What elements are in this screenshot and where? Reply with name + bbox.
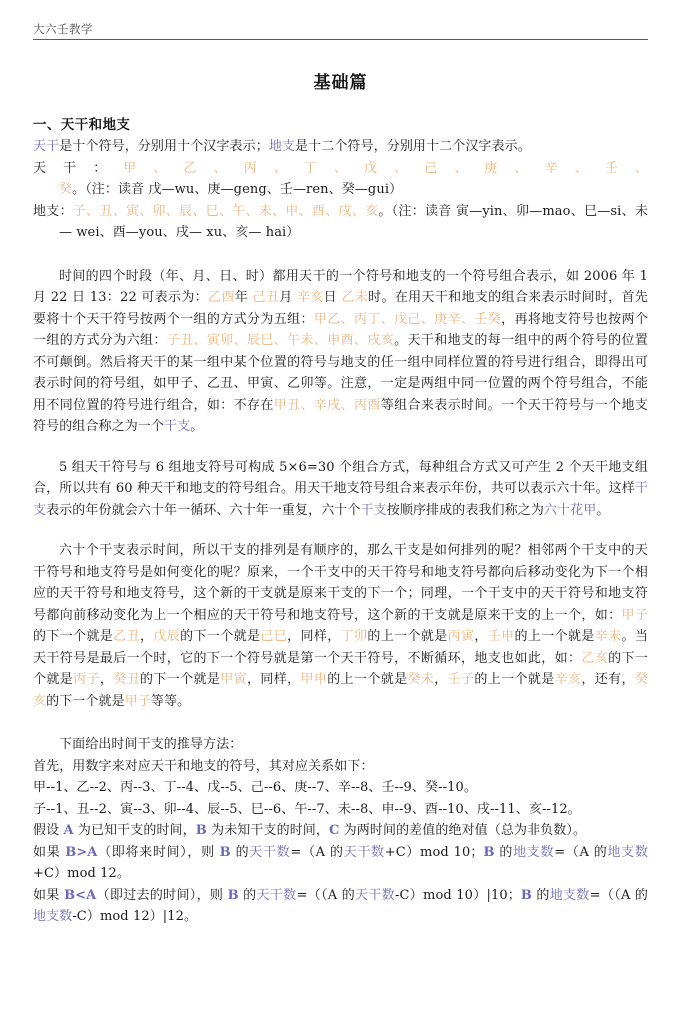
p7-keyword-tiangan-1: 天干数 xyxy=(256,887,297,903)
p5-seg-3: 为未知干支的时间， xyxy=(206,823,329,838)
p7-seg-7: =（（A 的 xyxy=(589,887,648,903)
paragraph-4-line1: 下面给出时间干支的推导方法： xyxy=(59,737,243,752)
p3-ganzhi-2: 乙丑 xyxy=(113,629,140,644)
intro-text-1: 是十个符号，分别用十个汉字表示； xyxy=(59,139,269,154)
p1-seg-1: 时间的四个时段（年、月、日、时）都用天干的一个符号和地支的一个符号组合表示，如 2006 年 1 月 22 日 13：22 可表示为： xyxy=(33,268,648,305)
paragraph-3 xyxy=(33,540,648,712)
tiangan-label: 天干： xyxy=(33,160,124,176)
p3-ganzhi-18: 甲子 xyxy=(124,693,151,709)
document-body xyxy=(0,68,681,928)
running-head: 大六壬教学 xyxy=(33,22,93,36)
p2-keyword-ganzhi-1: 干支 xyxy=(33,481,648,518)
spacer xyxy=(33,438,648,457)
p1-ganzhi-4: 乙未 xyxy=(341,290,369,305)
p3-seg-11: ， xyxy=(99,672,114,687)
spacer xyxy=(33,244,648,266)
p7-seg-1: 如果 xyxy=(33,887,65,903)
p3-seg-16: 的上一个就是 xyxy=(474,672,555,687)
p3-seg-14: 的上一个就是 xyxy=(327,672,408,687)
p3-ganzhi-15: 壬子 xyxy=(447,672,475,687)
mapping-dizhi-numbers: 子--1、丑--2、寅--3、卯--4、辰--5、巳--6、午--7、未--8、申--9、酉--10、戌--11、亥--12。 xyxy=(33,801,581,817)
p7-seg-3: 的 xyxy=(238,887,257,903)
p3-seg-17: ，还有， xyxy=(581,672,635,687)
p1-seg-8: 等组合来表示时间。一个天干符号与一个地支符号的组合称之为一个 xyxy=(33,397,648,434)
p3-ganzhi-7: 壬申 xyxy=(487,629,515,644)
p1-ganzhi-1: 乙酉 xyxy=(208,290,235,305)
p3-ganzhi-9: 乙亥 xyxy=(581,650,609,666)
p2-seg-1: 5 组天干符号与 6 组地支符号可构成 5×6=30 个组合方式，每种组合方式又可产生 2 个天干地支组合，所以共有 60 种天干和地支的符号组合。用天干地支符号组合来表示年份，共可以表示六十年。这样 xyxy=(33,459,648,496)
p7-seg-8: -C）mod 12）|12。 xyxy=(72,909,198,924)
p1-seg-5: 时。在用天干和地支的组合来表示时间时，首先要将十个天干符号按两个一组的方式分为五组： xyxy=(33,290,648,327)
p3-ganzhi-3: 戊辰 xyxy=(153,629,181,644)
p3-seg-6: 的上一个就是 xyxy=(367,629,448,644)
p6-keyword-tiangan-1: 天干数 xyxy=(249,844,291,860)
paragraph-7-past-formula xyxy=(33,885,648,928)
p3-ganzhi-12: 甲寅 xyxy=(220,672,247,687)
p6-seg-2: （即将来时间），则 xyxy=(97,844,220,860)
p3-seg-5: ，同样， xyxy=(287,629,341,644)
p3-ganzhi-13: 甲申 xyxy=(300,672,328,687)
p3-ganzhi-16: 辛亥 xyxy=(554,672,582,687)
paragraph-dizhi-list xyxy=(33,201,648,244)
p7-keyword-dizhi-1: 地支数 xyxy=(549,887,590,903)
p3-seg-2: 的下一个就是 xyxy=(33,629,114,644)
p1-invalid-combos: 甲丑、辛戌、丙酉 xyxy=(273,397,381,413)
p2-seg-2: 表示的年份就会六十年一循环、六十年一重复，六十个 xyxy=(46,502,361,518)
p7-keyword-dizhi-2: 地支数 xyxy=(33,909,73,924)
p2-keyword-ganzhi-2: 干支 xyxy=(360,502,387,518)
section-heading-1: 一、天干和地支 xyxy=(33,117,131,133)
p1-seg-3: 月 xyxy=(279,290,297,305)
p6-seg-5: +C）mod 10； xyxy=(384,844,484,860)
p6-seg-1: 如果 xyxy=(33,844,66,860)
spacer xyxy=(33,712,648,734)
p2-seg-4: 。 xyxy=(596,502,610,518)
p1-seg-4: 日 xyxy=(323,290,342,305)
paragraph-tiangan-list xyxy=(33,158,648,201)
p5-seg-1: 假设 xyxy=(33,823,64,838)
p5-seg-2: 为已知干支的时间， xyxy=(73,823,196,838)
p5-var-c: C xyxy=(329,823,340,838)
spacer xyxy=(33,521,648,540)
p6-seg-4: =（A 的 xyxy=(290,844,344,860)
p7-keyword-tiangan-2: 天干数 xyxy=(355,887,395,903)
p3-seg-13: ，同样， xyxy=(247,672,301,687)
p5-seg-4: 为两时间的差值的绝对值（总为非负数）。 xyxy=(339,823,587,838)
p3-ganzhi-6: 丙寅 xyxy=(447,629,475,644)
paragraph-2 xyxy=(33,457,648,522)
p1-tiangan-groups: 甲乙、丙丁、戊己、庚辛、壬癸 xyxy=(313,311,502,327)
dizhi-symbols: 子、丑、寅、卯、辰、巳、午、未、申、酉、戌、亥 xyxy=(72,203,379,219)
p1-keyword-ganzhi: 干支 xyxy=(164,419,191,434)
paragraph-5-definitions xyxy=(33,820,648,842)
dizhi-note: 。（注：读音 寅—yin、卯—mao、巳—si、未— wei、酉—you、戌— xu、亥— hai） xyxy=(59,203,648,240)
keyword-tiangan: 天干 xyxy=(33,139,60,154)
p3-ganzhi-11: 癸丑 xyxy=(113,672,140,687)
p1-ganzhi-3: 辛亥 xyxy=(297,290,324,305)
p3-seg-8: 的上一个就是 xyxy=(514,629,595,644)
p3-seg-7: ， xyxy=(474,629,488,644)
p3-seg-1: 六十个干支表示时间，所以干支的排列是有顺序的，那么干支是如何排列的呢？相邻两个干支中的天干符号和地支符号是如何变化的呢？原来，一个干支中的天干符号和地支符号都向后移动变化为下一个相应的天干符号和地支符号，这个新的干支就是原来干支的下一个；同理，一个干支中的天干符号和地支符号都向前移动变化为上一个相应的天干符号和地支符号，这个新的干支就是原来干支的上一个，如： xyxy=(33,543,648,623)
p7-seg-6: 的 xyxy=(531,887,550,903)
p1-seg-9: 。 xyxy=(190,419,204,434)
tiangan-note: 。（注：读音 戊—wu、庚—geng、壬—ren、癸—gui） xyxy=(72,182,403,197)
p6-seg-6: 的 xyxy=(494,844,514,860)
paragraph-1 xyxy=(33,266,648,438)
p2-seg-3: 按顺序排成的表我们称之为 xyxy=(386,502,544,518)
p1-seg-6: ，再将地支符号也按两个一组的方式分为六组： xyxy=(33,311,648,348)
p1-seg-2: 年 xyxy=(234,290,253,305)
p3-seg-12: 的下一个就是 xyxy=(140,672,221,687)
p2-keyword-liushihuajia: 六十花甲 xyxy=(543,502,597,518)
p3-seg-18: 的下一个就是 xyxy=(46,693,125,709)
p7-seg-4: =（（A 的 xyxy=(296,887,356,903)
p7-seg-2: （即过去的时间），则 xyxy=(96,887,228,903)
p6-keyword-dizhi-2: 地支数 xyxy=(607,844,648,860)
p6-seg-3: 的 xyxy=(230,844,250,860)
p3-ganzhi-10: 丙子 xyxy=(73,672,100,687)
p3-seg-3: ， xyxy=(140,629,154,644)
p7-seg-5: -C）mod 10）|10； xyxy=(394,887,521,903)
keyword-dizhi: 地支 xyxy=(268,139,296,154)
p1-dizhi-groups: 子丑、寅卯、辰巳、午未、申酉、戌亥 xyxy=(166,333,395,348)
p7-var-b-1: B xyxy=(227,887,239,903)
tiangan-symbols: 甲、乙、丙、丁、戊、己、庚、辛、壬、癸 xyxy=(59,160,648,197)
p7-var-b-2: B xyxy=(520,887,532,903)
p6-keyword-dizhi-1: 地支数 xyxy=(513,844,555,860)
intro-text-2: 是十二个符号，分别用十二个汉字表示。 xyxy=(295,139,531,154)
p3-seg-4: 的下一个就是 xyxy=(180,629,261,644)
p3-seg-9: 。当天干符号是最后一个时，它的下一个符号就是第一个天干符号，不断循环，地支也如此，如： xyxy=(33,629,648,666)
p3-ganzhi-8: 辛未 xyxy=(594,629,622,644)
p3-ganzhi-4: 己巳 xyxy=(260,629,288,644)
paragraph-4-line2: 首先，用数字来对应天干和地支的符号，其对应关系如下： xyxy=(33,758,374,774)
p3-ganzhi-17: 癸亥 xyxy=(33,672,648,709)
page-title: 基础篇 xyxy=(313,73,368,93)
p5-var-b: B xyxy=(195,823,207,838)
p3-ganzhi-14: 癸未 xyxy=(407,672,435,687)
p6-keyword-tiangan-2: 天干数 xyxy=(343,844,385,860)
p6-var-b-2: B xyxy=(483,844,495,860)
p3-seg-15: ， xyxy=(434,672,448,687)
dizhi-label: 地支： xyxy=(33,203,73,219)
p1-seg-7: 。天干和地支的每一组中的两个符号的位置不可颠倒。然后将天干的某一组中某个位置的符号与地支的任一组中同样位置的符号进行组合，即得出可表示时间的符号组，如甲子、乙丑、甲寅、乙卯等。注意，一定是两组中同一位置的两个符号组合，不能用不同位置的符号进行组合，如：不存在 xyxy=(33,333,648,413)
p7-condition: B<A xyxy=(64,887,97,903)
p5-var-a: A xyxy=(63,823,74,838)
paragraph-intro xyxy=(33,136,648,158)
p1-ganzhi-2: 己丑 xyxy=(252,290,280,305)
p6-seg-7: =（A 的 xyxy=(554,844,608,860)
p6-var-b-1: B xyxy=(219,844,231,860)
p6-seg-8: +C）mod 12。 xyxy=(33,866,130,881)
p3-ganzhi-5: 丁卯 xyxy=(340,629,368,644)
page-header xyxy=(0,0,681,40)
mapping-tiangan-numbers: 甲--1、乙--2、丙--3、丁--4、戊--5、己--6、庚--7、辛--8、壬--9、癸--10。 xyxy=(33,780,477,795)
p3-ganzhi-1: 甲子 xyxy=(621,607,648,623)
p6-condition: B>A xyxy=(65,844,98,860)
p3-seg-10: 的下一个就是 xyxy=(33,650,648,687)
header-divider xyxy=(33,39,648,40)
p3-seg-19: 等等。 xyxy=(150,693,191,709)
paragraph-6-future-formula xyxy=(33,842,648,885)
